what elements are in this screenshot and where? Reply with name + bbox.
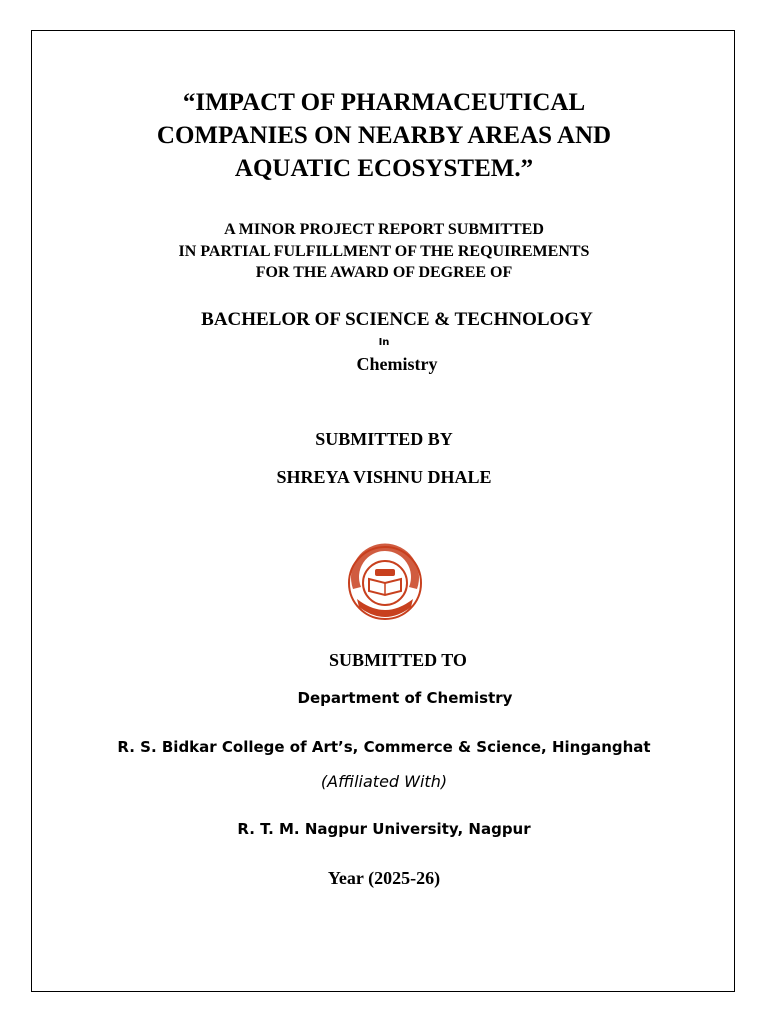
department-name: Department of Chemistry (297, 689, 513, 707)
subject-name: Chemistry (356, 354, 438, 374)
in-word: In (378, 337, 390, 348)
subtitle-line-1: A MINOR PROJECT REPORT SUBMITTED (224, 221, 544, 238)
report-subtitle (0, 219, 768, 284)
subtitle-line-2: IN PARTIAL FULFILLMENT OF THE REQUIREMENTS (178, 242, 590, 260)
affiliation-note: (Affiliated With) (320, 772, 448, 791)
submitted-to-label: SUBMITTED TO (329, 650, 467, 670)
student-name: SHREYA VISHNU DHALE (276, 467, 492, 487)
academic-year: Year (2025-26) (327, 868, 441, 888)
university-name: R. T. M. Nagpur University, Nagpur (237, 820, 531, 838)
title-line-2: COMPANIES ON NEARBY AREAS AND (156, 122, 612, 149)
degree-name: BACHELOR OF SCIENCE & TECHNOLOGY (201, 309, 593, 330)
title-line-1: “IMPACT OF PHARMACEUTICAL (182, 89, 586, 116)
subtitle-line-3: FOR THE AWARD OF DEGREE OF (255, 264, 513, 281)
college-name: R. S. Bidkar College of Art’s, Commerce & Science, Hinganghat (117, 738, 651, 756)
report-title (0, 86, 768, 185)
title-line-3: AQUATIC ECOSYSTEM.” (234, 155, 534, 182)
college-seal-logo (345, 543, 425, 629)
submitted-by-label: SUBMITTED BY (315, 429, 453, 449)
book-icon (369, 569, 401, 595)
